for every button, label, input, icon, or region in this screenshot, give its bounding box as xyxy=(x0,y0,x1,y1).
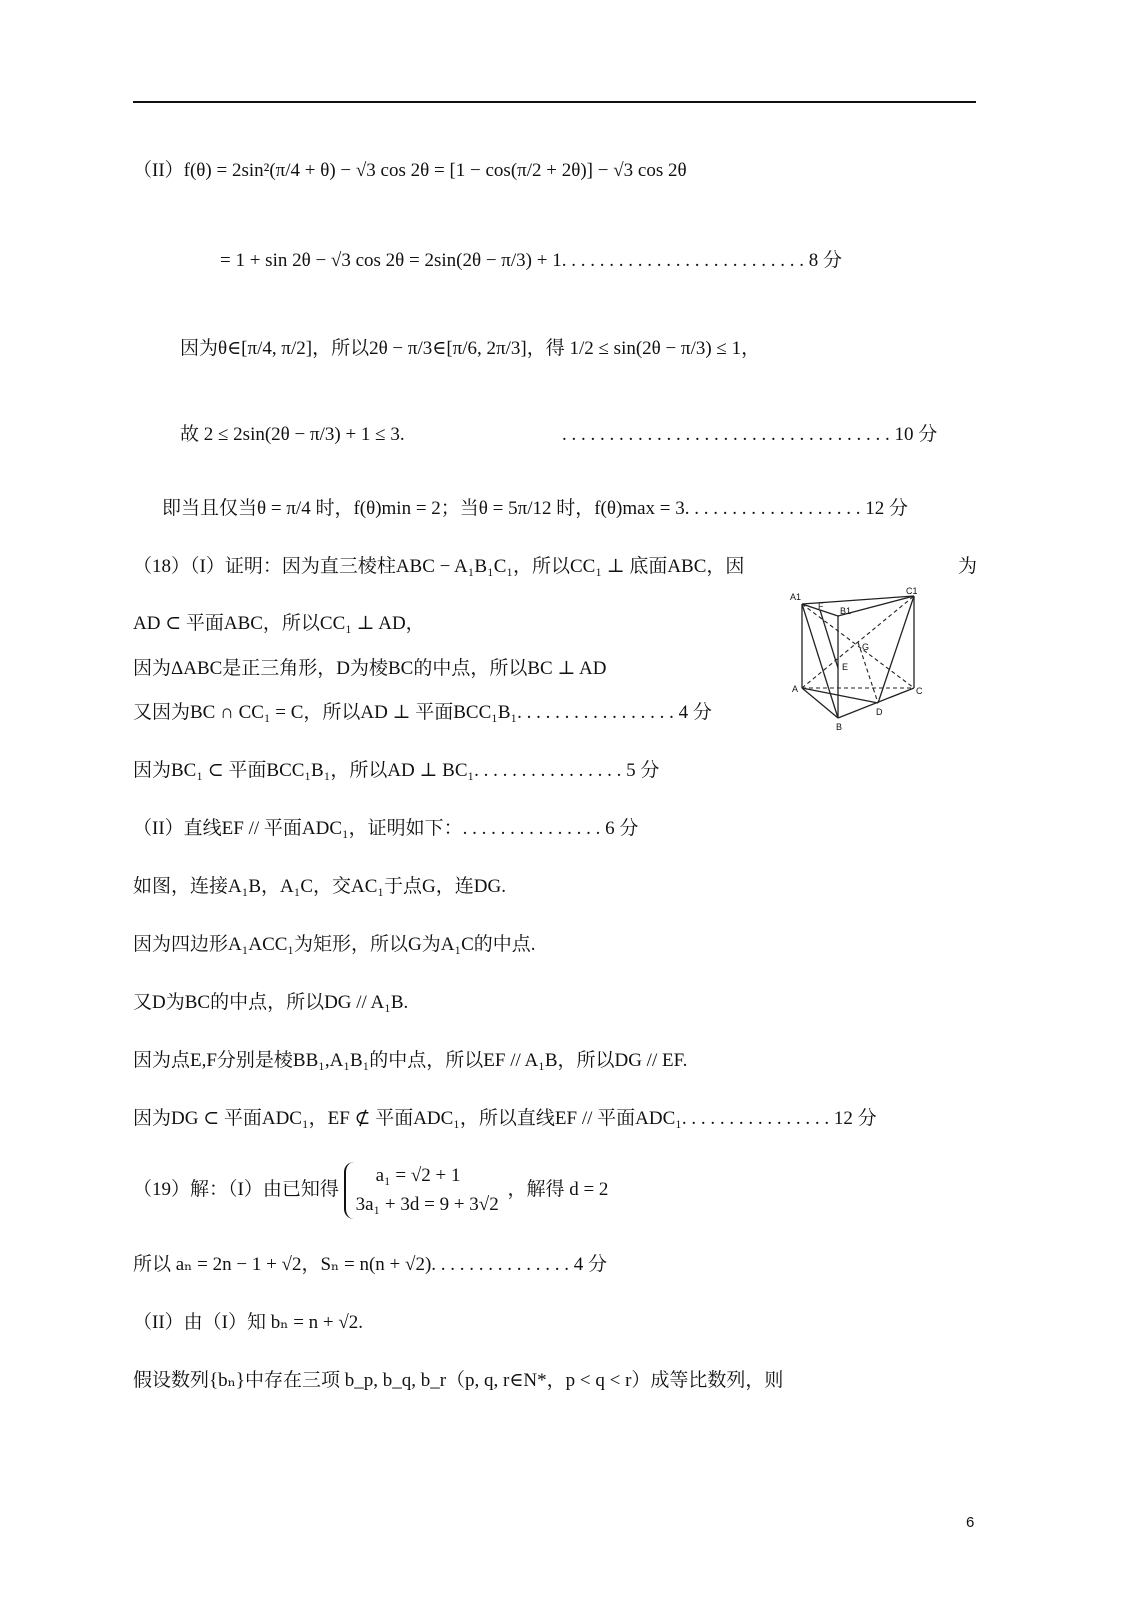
line-ad-perp-bc1: 因为BC₁ ⊂ 平面BCC₁B₁，所以AD ⊥ BC₁. . . . . . . . . . . . . . . . 5 分 xyxy=(133,760,660,781)
line-assumption: 假设数列{bₙ}中存在三项 b_p, b_q, b_r（p, q, r∈N*，p < q < r）成等比数列，则 xyxy=(133,1370,784,1391)
label-b: B xyxy=(836,722,843,732)
q19-intro: （19）解：（I）由已知得 xyxy=(133,1178,339,1200)
label-f: F xyxy=(818,601,824,611)
line-simplification: = 1 + sin 2θ − √3 cos 2θ = 2sin(2θ − π/3) + 1. . . . . . . . . . . . . . . . . . . . . . . . . . 8 分 xyxy=(220,250,842,271)
line-theta-range: 因为θ∈[π/4, π/2]，所以2θ − π/3∈[π/6, 2π/3]，得 1/2 ≤ sin(2θ − π/3) ≤ 1， xyxy=(180,338,761,359)
label-g: G xyxy=(862,642,870,652)
label-a1: A1 xyxy=(790,592,802,602)
line-an-sn: 所以 aₙ = 2n − 1 + √2，Sₙ = n(n + √2). . . . . . . . . . . . . . . 4 分 xyxy=(133,1254,608,1275)
line-rectangle: 因为四边形A₁ACC₁为矩形，所以G为A₁C的中点. xyxy=(133,934,536,955)
equation-2: 3a₁ + 3d = 9 + 3√2 xyxy=(355,1193,499,1215)
line-ef-parallel-claim: （II）直线EF // 平面ADC₁，证明如下：. . . . . . . . . . . . . . . 6 分 xyxy=(133,818,639,839)
equation-system xyxy=(344,1162,503,1219)
label-c: C xyxy=(916,686,923,696)
line-range-result: 故 2 ≤ 2sin(2θ − π/3) + 1 ≤ 3. xyxy=(180,424,405,445)
line-bn: （II）由（I）知 bₙ = n + √2. xyxy=(133,1312,364,1333)
line-construction: 如图，连接A₁B，A₁C，交AC₁于点G，连DG. xyxy=(133,876,506,897)
page-number: 6 xyxy=(966,1514,975,1531)
label-c1: C1 xyxy=(906,586,918,596)
line-f-theta-definition: （II）f(θ) = 2sin²(π/4 + θ) − √3 cos 2θ = [1 − cos(π/2 + 2θ)] − √3 cos 2θ xyxy=(133,160,687,181)
label-a: A xyxy=(792,684,799,694)
edge-ad xyxy=(802,688,878,703)
line-dg-parallel: 又D为BC的中点，所以DG // A₁B. xyxy=(133,992,409,1013)
edge-a1b xyxy=(802,604,838,718)
line-extrema: 即当且仅当θ = π/4 时，f(θ)min = 2；当θ = 5π/12 时，f(θ)max = 3. . . . . . . . . . . . . . . . . . . 12 分 xyxy=(162,498,908,519)
line-equilateral: 因为ΔABC是正三角形，D为棱BC的中点，所以BC ⊥ AD xyxy=(133,658,607,679)
edge-fe xyxy=(820,610,838,668)
edge-dc1 xyxy=(878,596,914,703)
label-b1: B1 xyxy=(840,606,852,616)
line-conclusion: 因为DG ⊂ 平面ADC₁，EF ⊄ 平面ADC₁，所以直线EF // 平面ADC₁. . . . . . . . . . . . . . . . 12 分 xyxy=(133,1108,877,1129)
line-q19-system xyxy=(133,1162,608,1219)
line-midpoints: 因为点E,F分别是棱BB₁,A₁B₁的中点，所以EF // A₁B，所以DG // EF. xyxy=(133,1050,688,1071)
prism-figure xyxy=(790,584,925,734)
line-range-score: . . . . . . . . . . . . . . . . . . . . . . . . . . . . . . . . . . . 10 分 xyxy=(562,424,938,445)
line-ad-perp-plane: 又因为BC ∩ CC₁ = C，所以AD ⊥ 平面BCC₁B₁. . . . . . . . . . . . . . . . . 4 分 xyxy=(133,702,712,723)
q19-solve: ，解得 d = 2 xyxy=(507,1178,609,1200)
label-d: D xyxy=(876,707,883,717)
equation-1: a₁ = √2 + 1 xyxy=(375,1165,461,1186)
line-q18-intro: （18）（I）证明：因为直三棱柱ABC − A₁B₁C₁，所以CC₁ ⊥ 底面ABC，因 xyxy=(133,556,745,577)
line-q18-intro-end: 为 xyxy=(958,556,978,577)
line-ad-in-plane: AD ⊂ 平面ABC，所以CC₁ ⊥ AD， xyxy=(133,613,425,634)
header-rule xyxy=(133,101,976,103)
label-e: E xyxy=(842,662,849,672)
